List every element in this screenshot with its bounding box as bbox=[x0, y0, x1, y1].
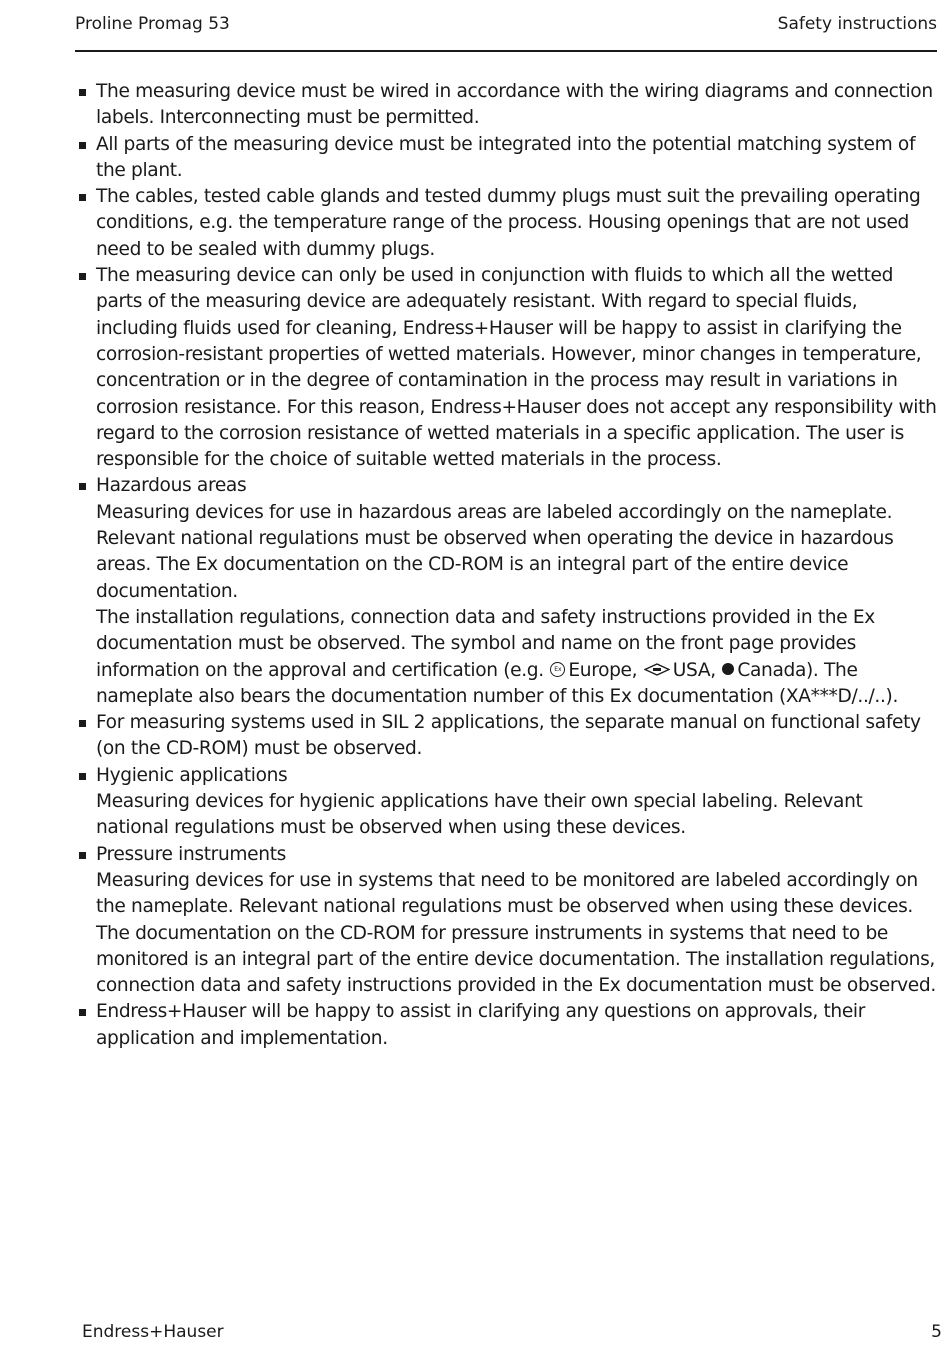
ex-documentation-text-end: Canada). The nameplate also bears the documentation number of this Ex documentation (XA***D/../..). bbox=[96, 659, 899, 707]
document-title: Proline Promag 53 bbox=[75, 14, 230, 34]
europe-label: Europe, bbox=[568, 659, 638, 681]
list-item-approvals-help: Endress+Hauser will be happy to assist in clarifying any questions on approvals, their application and implementation. bbox=[75, 999, 940, 1052]
list-item-hazardous-areas bbox=[75, 473, 940, 710]
csa-approval-icon bbox=[722, 663, 734, 675]
ex-documentation-text: The installation regulations, connection data and safety instructions provided in the Ex documentation must be observed. The symbol and name on the front page provides information on the approval and certification (e.g. bbox=[96, 606, 875, 681]
pressure-heading: Pressure instruments bbox=[96, 843, 286, 865]
usa-label: USA, bbox=[672, 659, 716, 681]
hazardous-areas-paragraph: Measuring devices for use in hazardous areas are labeled accordingly on the nameplate. Relevant national regulations must be observed when operating the device in hazardous areas. The Ex documentation on the CD-ROM is an integral part of the entire device documentation. bbox=[96, 501, 894, 602]
page-header bbox=[75, 12, 937, 52]
list-item-fluid-resistance: The measuring device can only be used in conjunction with fluids to which all the wetted parts of the measuring device are adequately resistant. With regard to special fluids, including fluids used for cleaning, Endress+Hauser will be happy to assist in clarifying the corrosion-resistant properties of wetted materials. However, minor changes in temperature, concentration or in the degree of contamination in the process may result in variations in corrosion resistance. For this reason, Endress+Hauser does not accept any responsibility with regard to the corrosion resistance of wetted materials in a specific application. The user is responsible for the choice of suitable wetted materials in the process. bbox=[75, 263, 940, 473]
page-content bbox=[75, 79, 940, 1052]
list-item-pressure bbox=[75, 842, 940, 1000]
list-item-wiring: The measuring device must be wired in accordance with the wiring diagrams and connection labels. Interconnecting must be permitted. bbox=[75, 79, 940, 132]
list-item-sil2: For measuring systems used in SIL 2 applications, the separate manual on functional safety (on the CD-ROM) must be observed. bbox=[75, 710, 940, 763]
safety-instructions-list bbox=[75, 79, 940, 1052]
fm-approval-icon bbox=[644, 663, 670, 676]
list-item-hygienic bbox=[75, 763, 940, 842]
section-title: Safety instructions bbox=[777, 14, 937, 34]
ex-documentation-paragraph bbox=[96, 605, 940, 710]
hazardous-areas-heading: Hazardous areas bbox=[96, 475, 247, 497]
pressure-paragraph: Measuring devices for use in systems that need to be monitored are labeled accordingly on the nameplate. Relevant national regulations must be observed when using these devices. The documentation on the CD-ROM for pressure instruments in systems that need to be monitored is an integral part of the entire device documentation. The installation regulations, connection data and safety instructions provided in the Ex documentation must be observed. bbox=[96, 869, 936, 997]
page-number: 5 bbox=[931, 1322, 942, 1342]
footer-brand: Endress+Hauser bbox=[82, 1322, 224, 1342]
hygienic-heading: Hygienic applications bbox=[96, 764, 288, 786]
ex-approval-icon: Ex bbox=[550, 662, 565, 677]
list-item-potential-matching: All parts of the measuring device must be integrated into the potential matching system of the plant. bbox=[75, 132, 940, 185]
hygienic-paragraph: Measuring devices for hygienic applications have their own special labeling. Relevant national regulations must be observed when using these devices. bbox=[96, 791, 863, 839]
list-item-cables-glands: The cables, tested cable glands and tested dummy plugs must suit the prevailing operating conditions, e.g. the temperature range of the process. Housing openings that are not used need to be sealed with dummy plugs. bbox=[75, 184, 940, 263]
